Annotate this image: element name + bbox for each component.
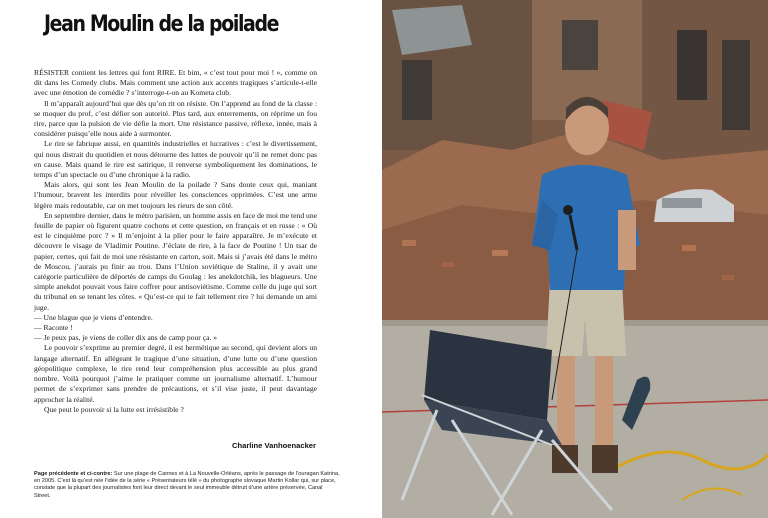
article-paragraph: Le pouvoir s’exprime au premier degré, il est hermétique au second, qui devient alors un langage alternatif. En allégeant le tragique d’une situation, d’une lutte ou d’une question géopolitique complexe, le rire rend leur compréhension plus accessible au plus grand nombre. Voilà pourquoi j’aime le pratiquer comme un journalisme alternatif. L’humour permet de s’exprimer sans prendre de précautions, et s’il vise juste, il peut davantage approcher la réalité. [34,343,317,404]
article-paragraph: En septembre dernier, dans le métro parisien, un homme assis en face de moi me tend une feuille de papier où figurent quatre cochons et cette question, en français et en russe : « Où est le cinquième porc ? » Il m’enjoint à la plier pour le faire apparaître. Je m’exécute et découvre le visage de Vladimir Poutine. J’éclate de rire, à la face de Poutine ! Un tsar de papier, certes, qui fait de moi une résistante en carton, soit. Mais si j’avais été dans le métro de Moscou, j’aurais pu finir au trou. Dans l’Union soviétique de Staline, il y avait une catégorie particulière de déportés de camps du Goulag : les anekdotchik, les blagueurs. Une simple anekdot pouvait vous faire coffrer pour antisoviétisme. Comme celle du juge qui sort du tribunal en se tenant les côtes. « Qu’est-ce qui te fait tellement rire ? lui demande un ami juge. [34,210,317,312]
article-paragraph: Le rire se fabrique aussi, en quantités industrielles et lucratives : c’est le divertissement, qui nous distrait du quotidien et nous détourne des luttes de pouvoir qu’il ne remet donc pas en cause. Mais quand le rire est satirique, il renverse symboliquement les dominations, le temps d’un spectacle ou d’une chronique à la radio. [34,139,317,180]
reporter-photo [382,0,768,518]
article-paragraph: Il m’apparaît aujourd’hui que dès qu’on rit on résiste. On l’apprend au fond de la classe : se moquer du prof, c’est défier son autorité. Plus tard, aux enterrements, on réprime un fou rire, parce que la pulsion de vie défie la mort. Une résistance passive, réflexe, innée, mais à considérer puisqu’elle nous aide à surmonter. [34,98,317,139]
dialogue-line: — Raconte ! [34,323,73,333]
caption-text: Sur une plage de Cannes et à La Nouvelle-Orléans, après le passage de l’ouragan Katrina, en 2005. C’est là qu’est née l’idée de la série « Présentateurs télé » du photographe slovaque Martin Kollar qui, sur place, constate que la plupart des journalistes font leur direct devant le seul immeuble détruit d’une artère préservée, Canal Street. [34,471,340,499]
author-signature: Charline Vanhoenacker [232,441,316,450]
article-paragraph: Que peut le pouvoir si la lutte est irrésistible ? [44,404,184,414]
dialogue-line: — Une blague que je viens d’entendre. [34,312,153,322]
article-paragraph: Mais alors, qui sont les Jean Moulin de la poilade ? Sans doute ceux qui, maniant l’humour, bravent les interdits pour réveiller les consciences opprimées. C’est une arme légère mais redoutable, car on met toujours les rieurs de son côté. [34,180,317,210]
dialogue-line: — Je peux pas, je viens de coller dix ans de camp pour ça. » [34,333,218,343]
article-paragraph: RÉSISTER contient les lettres qui font RIRE. Et bim, « c’est tout pour moi ! », comme on dit dans les Comedy clubs. Mais comment une action aux accents tragiques s’articule-t-elle avec une émotion de comédie ? s’interroge-t-on au Kometa club. [34,68,317,98]
photo-illustration [382,0,768,518]
left-page [0,0,382,518]
article-headline: Jean Moulin de la poilade [44,12,279,37]
caption-label: Page précédente et ci-contre: [34,471,113,477]
article-body [34,68,317,415]
photo-caption [34,471,340,500]
